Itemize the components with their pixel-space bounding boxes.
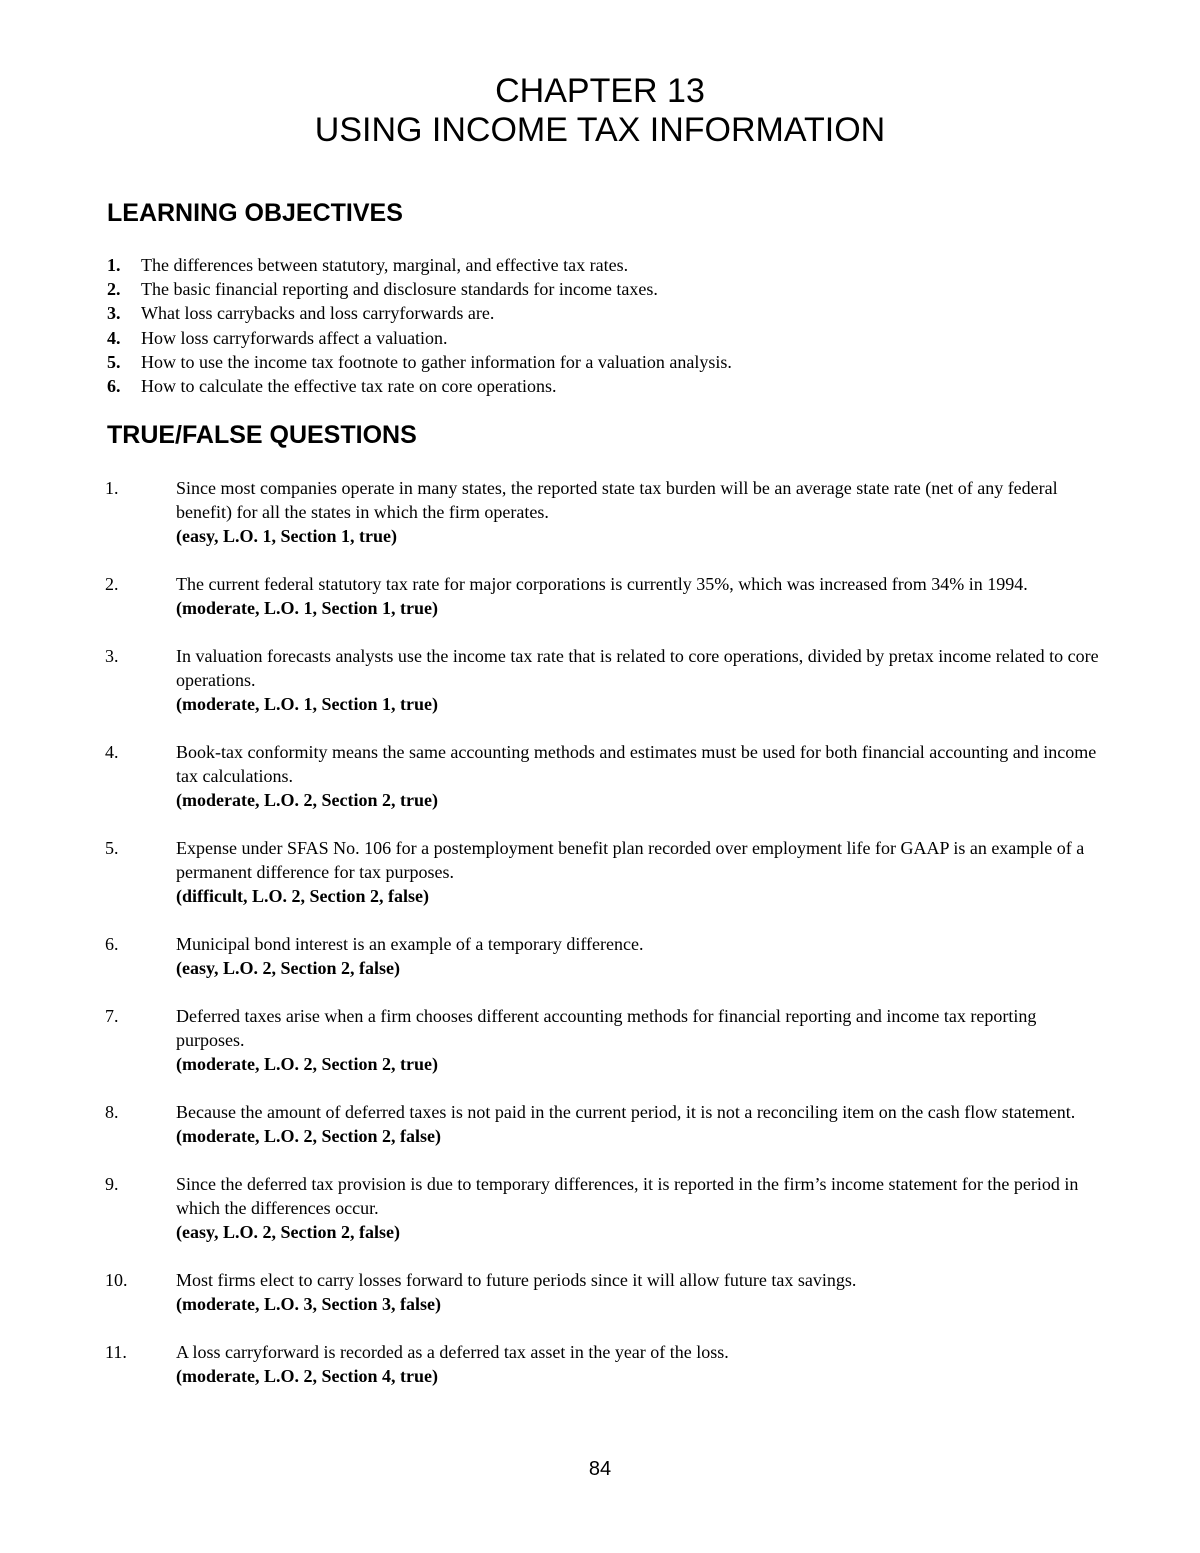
question-text: Since most companies operate in many states, the reported state tax burden will be an average state rate (net of any federal benefit) for all the states in which the firm operates. [176, 478, 1058, 522]
objective-number: 4. [107, 327, 121, 348]
objective-text: What loss carrybacks and loss carryforwards are. [141, 303, 495, 324]
question-text: Expense under SFAS No. 106 for a postemployment benefit plan recorded over employment life for GAAP is an example of a permanent difference for tax purposes. [176, 838, 1085, 882]
question-item [105, 572, 1105, 620]
question-text: A loss carryforward is recorded as a deferred tax asset in the year of the loss. [176, 1342, 729, 1362]
question-text: The current federal statutory tax rate for major corporations is currently 35%, which was increased from 34% in 1994. [176, 574, 1028, 594]
learning-objective-item [107, 374, 732, 398]
question-item [105, 932, 1105, 980]
question-answer-meta: (moderate, L.O. 1, Section 1, true) [176, 598, 438, 618]
objective-number: 6. [107, 376, 121, 397]
question-number: 9. [105, 1174, 119, 1194]
true-false-question-list [105, 476, 1105, 1388]
question-item [105, 1100, 1105, 1148]
question-number: 1. [105, 478, 119, 498]
question-answer-meta: (moderate, L.O. 2, Section 2, true) [176, 790, 438, 810]
objective-text: The differences between statutory, marginal, and effective tax rates. [141, 255, 629, 275]
objective-text: How to calculate the effective tax rate on core operations. [141, 376, 557, 397]
question-answer-meta: (moderate, L.O. 2, Section 2, true) [176, 1054, 438, 1074]
learning-objective-item [107, 277, 732, 301]
question-number: 3. [105, 646, 119, 666]
objective-text: How to use the income tax footnote to gather information for a valuation analysis. [141, 351, 732, 372]
question-item [105, 644, 1105, 716]
question-item [105, 836, 1105, 908]
question-item [105, 740, 1105, 812]
question-answer-meta: (moderate, L.O. 2, Section 4, true) [176, 1366, 438, 1386]
learning-objectives-list [107, 253, 732, 398]
question-number: 7. [105, 1006, 119, 1026]
question-number: 11. [105, 1342, 127, 1362]
objective-text: How loss carryforwards affect a valuation. [141, 327, 448, 348]
question-number: 5. [105, 838, 119, 858]
learning-objective-item [107, 350, 732, 374]
question-text: Deferred taxes arise when a firm chooses different accounting methods for financial reporting and income tax reporting purposes. [176, 1006, 1037, 1050]
question-item [105, 1340, 1105, 1388]
question-answer-meta: (difficult, L.O. 2, Section 2, false) [176, 886, 429, 906]
question-item [105, 476, 1105, 548]
question-answer-meta: (moderate, L.O. 3, Section 3, false) [176, 1294, 441, 1314]
question-answer-meta: (easy, L.O. 1, Section 1, true) [176, 526, 397, 546]
chapter-number: CHAPTER 13 [495, 72, 705, 110]
question-answer-meta: (moderate, L.O. 2, Section 2, false) [176, 1126, 441, 1146]
question-answer-meta: (moderate, L.O. 1, Section 1, true) [176, 694, 438, 714]
objective-number: 3. [107, 303, 121, 324]
question-item [105, 1172, 1105, 1244]
question-item [105, 1268, 1105, 1316]
question-number: 2. [105, 574, 119, 594]
question-answer-meta: (easy, L.O. 2, Section 2, false) [176, 1222, 400, 1242]
objective-number: 5. [107, 351, 121, 372]
question-number: 10. [105, 1270, 128, 1290]
question-answer-meta: (easy, L.O. 2, Section 2, false) [176, 958, 400, 978]
true-false-heading: TRUE/FALSE QUESTIONS [107, 421, 417, 449]
learning-objective-item [107, 326, 732, 350]
learning-objective-item [107, 301, 732, 325]
question-number: 6. [105, 934, 119, 954]
question-text: In valuation forecasts analysts use the income tax rate that is related to core operations, divided by pretax income related to core operations. [176, 646, 1099, 690]
question-text: Municipal bond interest is an example of a temporary difference. [176, 934, 644, 954]
question-item [105, 1004, 1105, 1076]
objective-number: 1. [107, 255, 121, 275]
question-number: 4. [105, 742, 119, 762]
question-text: Book-tax conformity means the same accounting methods and estimates must be used for both financial accounting and income tax calculations. [176, 742, 1097, 786]
question-text: Most firms elect to carry losses forward to future periods since it will allow future tax savings. [176, 1270, 857, 1290]
page-number: 84 [588, 1458, 612, 1480]
question-text: Since the deferred tax provision is due to temporary differences, it is reported in the firm’s income statement for the period in which the differences occur. [176, 1174, 1079, 1218]
question-text: Because the amount of deferred taxes is not paid in the current period, it is not a reconciling item on the cash flow statement. [176, 1102, 1076, 1122]
objective-number: 2. [107, 279, 121, 300]
learning-objectives-heading: LEARNING OBJECTIVES [107, 199, 403, 227]
question-number: 8. [105, 1102, 119, 1122]
learning-objective-item [107, 253, 732, 277]
chapter-title: USING INCOME TAX INFORMATION [314, 111, 886, 149]
objective-text: The basic financial reporting and disclosure standards for income taxes. [141, 279, 658, 300]
